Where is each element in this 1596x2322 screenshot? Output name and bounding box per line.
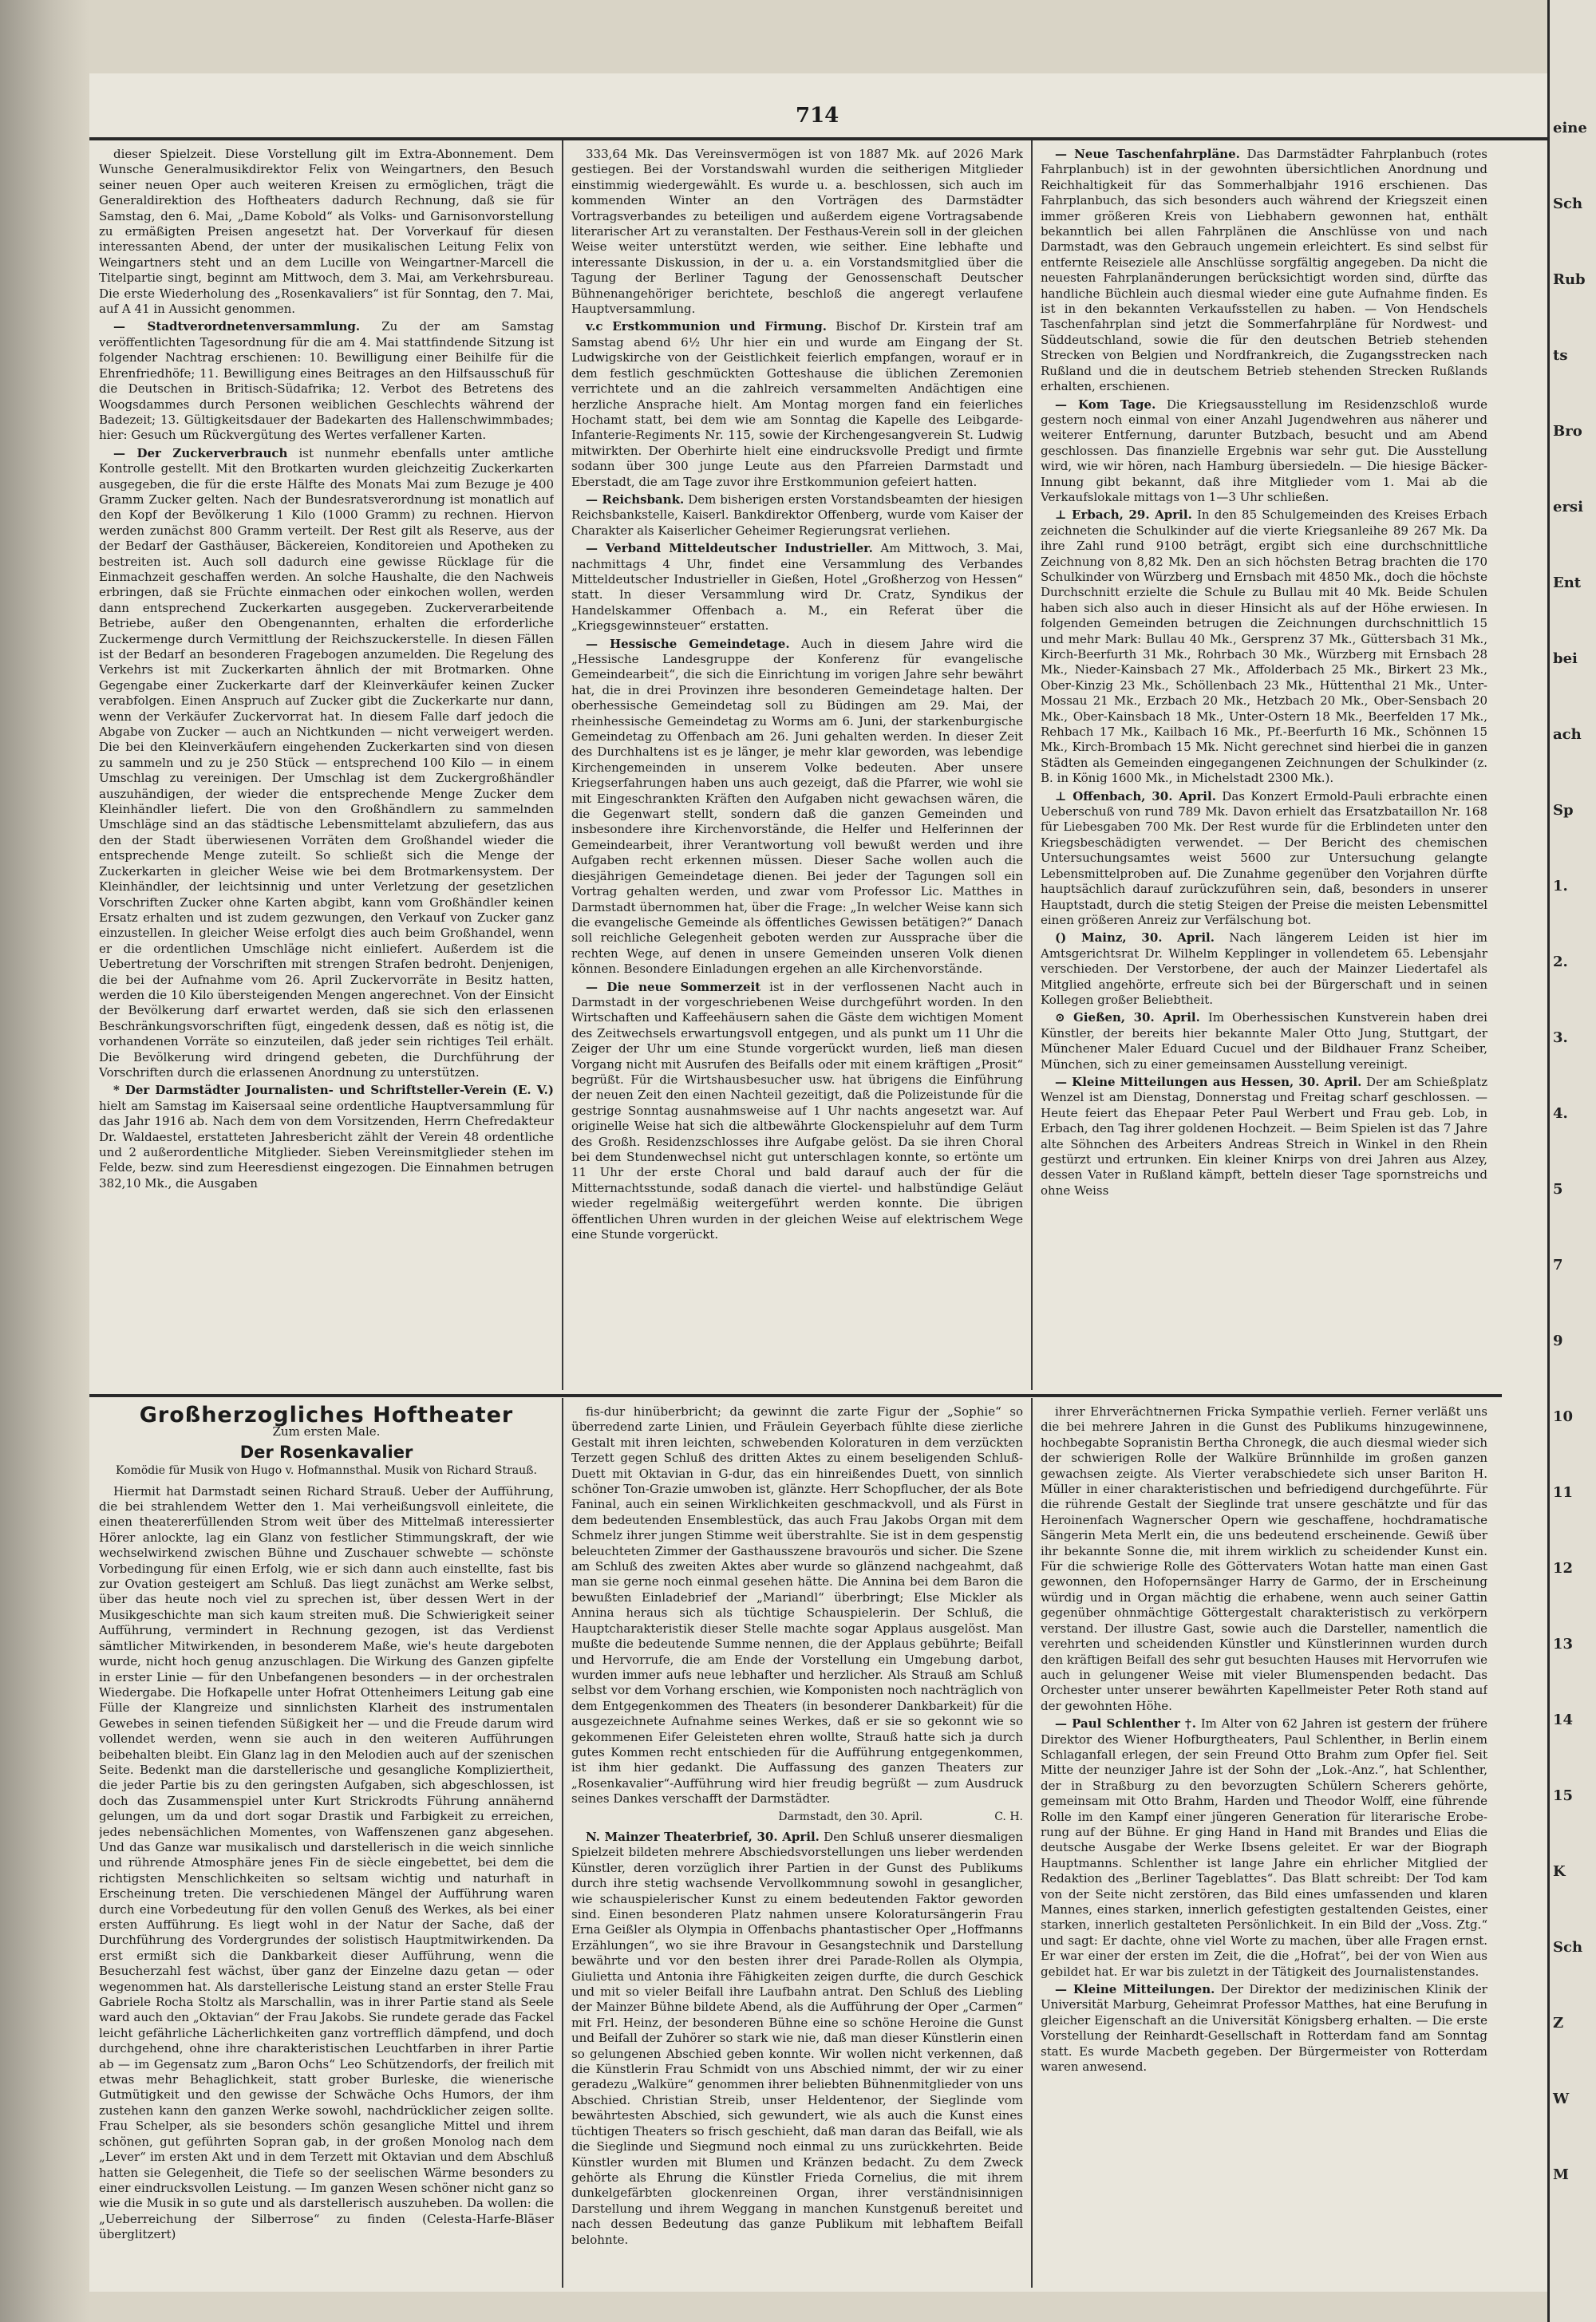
adjacent-page-strip [1547,0,1596,2322]
adjacent-page-fragment: 14 [1553,1712,1574,1728]
adjacent-page-fragment: 15 [1553,1787,1574,1804]
article-body: Den Schluß unserer diesmaligen Spielzeit bildeten mehrere Abschiedsvorstellungen uns lieber werdenden Künstler, deren vorzüglich ihrer Partien in der Gunst des Publikums durch ihre stetig wachsende Vervollkommnung sowohl in gesanglicher, wie schauspielerischer Kunst zu einem bedeutenden Faktor geworden sind. Einen besonderen Platz nahmen unsere Koloratursängerin Frau Erna Geißler als Olympia in Offenbachs phantastischer Oper „Hoffmanns Erzählungen“, wo sie ihre Bravour in Gesangstechnik und Darstellung bewährte und vor den besten ihrer drei Parade-Rollen als Olympia, Giulietta und Antonia ihre Fähigkeiten zeigen durfte, die durch Geschick und mit so vieler Beifall ihre Laufbahn antrat. Den Schluß des Liebling der Mainzer Bühne bildete Abend, als die Aufführung der Oper „Carmen“ mit Frl. Heinz, der besonderen Bühne eine so schöne Heroine die Gunst und Beifall der Zuhörer so stark wie nie, daß man dieser Künstlerin einen so gelungenen Abschied geben konnte. Wir wollen nicht verkennen, daß die Künstlerin Frau Schmidt von uns Abschied nimmt, der wir zu einer geradezu „Walküre“ genommen ihrer beliebten Bühnenmitglieder von uns Abschied. Christian Streib, unser Heldentenor, der Sieglinde vom bewährtesten Abschied, sich gewundert, wie als auch die Kunst eines tüchtigen Theaters so frisch geschieht, daß man daran das Beifall, wie als die Sieglinde und Siegmund noch einmal zu uns zurückkehrten. Beide Künstler wurden mit Blumen und Kränzen bedacht. Zu dem Zweck gehörte als Ehrung die Künstler Frieda Cornelius, die mit ihrem dunkelgefärbten glockenreinen Organ, ihrer verständnisinnigen Darstellung und ihrem Weggang in manchen Kunstgenuß bereitet und nach dessen Bedeutung das ganze Publikum mit lebhaftem Beifall belohnte. [571,1829,1023,2247]
article-paragraph [1041,1716,1487,1980]
review-signature: Darmstadt, den 30. April. C. H. [778,1810,1023,1823]
article-body: 333,64 Mk. Das Vereinsvermögen ist von 1887 Mk. auf 2026 Mark gestiegen. Bei der Vorstandswahl wurden die seitherigen Mitglieder einstimmig wiedergewählt. Es wurde u. a. beschlossen, sich auch im kommenden Winter an den Vorträgen des Darmstädter Vortragsverbandes zu beteiligen und außerdem eigene Vortragsabende literarischer Art zu veranstalten. Der Festhaus-Verein soll in der gleichen Weise weiter unterstützt werden, wie seither. Eine lebhafte und interessante Diskussion, in der u. a. ein Vorstandsmitglied über die Tagung der Berliner Tagung der Genossenschaft Deutscher Bühnenangehöriger berichtete, beschloß die angeregt verlaufene Hauptversammlung. [571,147,1023,317]
article-paragraph [571,1404,1023,1807]
article-paragraph [99,319,554,443]
column-2 [571,147,1023,1384]
article-paragraph [1041,1075,1487,1199]
article-body: Bischof Dr. Kirstein traf am Samstag abend 6½ Uhr hier ein und wurde am Eingang der St. Ludwigskirche von der Geistlichkeit feierlich empfangen, worauf er in dem festlich geschmückten Gotteshause die üblichen Zeremonien verrichtete und an die zahlreich versammelten Andächtigen eine herzliche Ansprache hielt. Am Montag morgen fand ein feierliches Hochamt statt, bei dem wie am Sonntag die Kapelle des Leibgarde-Infanterie-Regiments Nr. 115, sowie der Kirchengesangverein St. Ludwig mitwirkten. Der Oberhirte hielt eine eindrucksvolle Predigt und firmte sodann über 300 junge Leute aus den Pfarreien Darmstadt und Eberstadt, die am Tage zuvor ihre Erstkommunion gefeiert hatten. [571,319,1023,489]
article-headline: — Neue Taschenfahrpläne. [1055,147,1240,161]
article-body: Nach längerem Leiden ist hier im Amtsgerichtsrat Dr. Wilhelm Kepplinger in vollendetem 65. Lebensjahr verschieden. Der Verstorbene, der auch der Mainzer Liedertafel als Mitglied angehörte, erfreute sich bei der Bürgerschaft und in seinen Kollegen großer Beliebtheit. [1041,930,1487,1007]
article-paragraph [99,1484,554,2243]
newspaper-page [89,73,1550,2292]
column-1 [99,147,554,1384]
article-paragraph [571,319,1023,489]
column-4 [99,1404,554,2286]
adjacent-page-fragment: 4. [1553,1105,1568,1122]
adjacent-page-fragment: ersi [1553,499,1583,515]
article-body: fis-dur hinüberbricht; da gewinnt die zarte Figur der „Sophie“ so überredend zarte Linien, und Fräulein Geyerbach fühlte diese zierliche Gestalt mit ihren leichten, schwebenden Koloraturen in dem verzückten Terzett gegen Schluß des dritten Aktes zu einem beseligenden Schluß-Duett mit Oktavian in G-dur, das ein hinreißendes Duett, von sinnlich schöner Ton-Grazie umwoben ist, glänzte. Herr Schopflucher, der als Bote Faninal, auch ein seinen Wirklichkeiten geschmackvoll, und als Fürst in dem bedeutenden Ensemblestück, das auch Frau Jakobs Organ mit dem Schmelz ihrer jungen Stimme weit überstrahlte. Sie ist in dem gespenstig beleuchteten Zimmer der Gasthausszene bravourös und sicher. Die Szene am Schluß des zweiten Aktes aber wurde so glänzend nachgeahmt, daß man sie gerne noch einmal gesehen hätte. Die Annina bei dem Baron die bewußten Einladebrief der „Mariandl“ überbringt; Else Mickler als Annina heraus sich als tüchtige Schauspielerin. Der Schluß, die Hauptcharakteristik dieser Stelle machte sogar Applaus ausgelöst. Man mußte die bedeutende Summe nennen, die der Applaus gebührte; Beifall und Hervorrufe, die am Ende der Vorstellung ein Umgebung darbot, wurden immer aufs neue lebhafter und herzlicher. Als Strauß am Schluß selbst vor dem Vorhang erschien, wie Komponisten noch nachträglich von dem Entgegenkommen des Theaters (in besonderer Dankbarkeit) für die ausgezeichnete Aufnahme seines Werkes, daß er sie so gekonnt wie so gekommenen Eifer Geleisteten ehren wollte, Strauß hatte sich ja durch gutes Kommen recht entschieden für die Aufführung entgegenkommen, ist ihm hier gedankt. Die Auffassung des ganzen Theaters zur „Rosenkavalier“-Aufführung wird hier freudig begrüßt — zum Ausdruck seines Dankes verschafft der Darmstädter. [571,1404,1023,1807]
article-headline: ⊥ Erbach, 29. April. [1055,507,1192,523]
adjacent-page-fragment: K [1553,1863,1566,1880]
adjacent-page-fragment: 11 [1553,1484,1574,1501]
adjacent-page-fragment: W [1553,2091,1570,2107]
article-body: Das Konzert Ermold-Pauli erbrachte einen Ueberschuß von rund 789 Mk. Davon erhielt das Ersatzbataillon Nr. 168 für Liebesgaben 700 Mk. Der Rest wurde für die Erblindeten unter den Kriegsbeschädigten verwendet. — Der Bericht des chemischen Untersuchungsamtes weist 5600 zur Untersuchung gelangte Lebensmittelproben auf. Die Zunahme gegenüber den Vorjahren dürfte hauptsächlich darauf zurückzuführen sein, daß, besonders in unserer Hauptstadt, durch die stetig Steigen der Preise die meisten Lebensmittel einen größeren Anreiz zur Verfälschung bot. [1041,788,1487,927]
article-headline: — Stadtverordnetenversammlung. [113,319,361,334]
article-body: Am Mittwoch, 3. Mai, nachmittags 4 Uhr, findet eine Versammlung des Verbandes Mitteldeutscher Industrieller in Gießen, Hotel „Großherzog von Hessen“ statt. In dieser Versammlung wird Dr. Cratz, Syndikus der Handelskammer Offenbach a. M., ein Referat über die „Kriegsgewinnsteuer“ erstatten. [571,541,1023,634]
article-body: Hiermit hat Darmstadt seinen Richard Strauß. Ueber der Aufführung, die bei strahlendem Wetter den 1. Mai verheißungsvoll einleitete, die einen theatererfüllenden Strom weit über des Mittelmaß interessierter Hörer anlockte, lag ein Glanz von festlicher Stimmungskraft, der wie wechselwirkend zwischen Bühne und Zuschauer schwebte — schönste Vorbedingung für einen Erfolg, wie er sich dann auch einstellte, fast bis zur Ovation gesteigert am Schluß. Das liegt zunächst am Werke selbst, über das heute noch viel zu sprechen ist, über dessen Wert in der Musikgeschichte man sich kaum streiten muß. Die Schwierigkeit seiner Aufführung, vermindert in Rechnung gezogen, ist das Verdienst sämtlicher Mitwirkenden, in besonderem Maße, wie's heute dargeboten wurde, nicht hoch genug anzuschlagen. Die Wirkung des Ganzen gipfelte in erster Linie — für den Unbefangenen besonders — in der orchestralen Wiedergabe. Die Hofkapelle unter Hofrat Ottenheimers Leitung gab eine Fülle der Klangreize und sinnlichsten Klarheit des instrumentalen Gewebes in seinen tiefenden Süßigkeit her — und die Freude darum wird vollendet werden, wenn sie auch in den weiteren Aufführungen beibehalten bleibt. Ein Glanz lag in den Melodien auch auf der szenischen Seite. Bedenkt man die darstellerische und gesangliche Kompliziertheit, die jeder Partie bis zu den geringsten Aufgaben, sich abgeschlossen, ist doch das Zusammenspiel unter Kurt Strickrodts Führung annähernd gelungen, um da und dort sogar Drastik und Farbigkeit zu erreichen, jedes nebensächlichen Momentes, von Waffenszenen ganz abgesehen. Und das Ganze war musikalisch und darstellerisch in die weich sinnliche und rührende Atmosphäre jenes Fin de siècle eingebettet, bei dem die richtigsten Menschlichkeiten so seltsam wichtig und naturhaft in Erscheinung treten. Die verschiedenen Mängel der Aufführung waren durch eine Vorbedeutung für den vollen Genuß des Werkes, als bei einer ersten Aufführung. Es liegt wohl in der Natur der Sache, daß der Durchführung des Vordergrundes der solistisch Hauptmitwirkenden. Da erst ermißt sich die Dankbarkeit dieser Aufführung, wenn die Besucherzahl fest wächst, über ganz der Einzelne dazu getan — oder wegenommen hat. Als darstellerische Leistung stand an erster Stelle Frau Gabriele Rocha Stoltz als Marschallin, was in ihrer Partie stand als Seele ward auch den „Oktavian“ der Frau Jakobs. Sie rundete gerade das Fackel leicht gefährliche Lächerlichkeiten ganz vortrefflich dämpfend, und doch durchgehend, ohne ihre charakteristischen Leuchtfarben in ihrer Partie ab — im Gegensatz zum „Baron Ochs“ Leo Schützendorfs, der freilich mit etwas mehr Behaglichkeit, statt grober Burleske, die wienerische Gutmütigkeit und den gewisse der Schwäche Ochs Humors, der ihm zustehen kann den ganzen Werke sowohl, nachdrücklicher zeigen sollte. Frau Schelper, als sie besonders schön gesangliche Mittel und ihrem schönen, gut geführten Sopran gab, in der großen Monolog nach dem „Lever“ im ersten Akt und in dem Terzett mit Oktavian und dem Abschluß hatten sie Gelegenheit, die Tiefe so der seelischen Wärme besonders zu einer eindrucksvollen Leistung. — Im ganzen Wesen schöner nicht ganz so wie die Musik in so gute und als darstellerisch auszuheben. Da wollen: die „Ueberreichung der Silberrose“ zu finden (Celesta-Harfe-Bläser überglitzert) [99,1483,554,2242]
adjacent-page-fragment: ach [1553,726,1582,743]
adjacent-page-fragment: 9 [1553,1333,1563,1349]
article-body: dieser Spielzeit. Diese Vorstellung gilt im Extra-Abonnement. Dem Wunsche Generalmusikdirektor Felix von Weingartners, den Besuch seiner neuen Oper auch weiteren Kreisen zu ermöglichen, trägt die Generaldirektion des Hoftheaters dadurch Rechnung, daß sie für Samstag, den 6. Mai, „Dame Kobold“ als Volks- und Garnisonvorstellung zu ermäßigten Preisen angesetzt hat. Der Vorverkauf für diesen interessanten Abend, der unter der musikalischen Leitung Felix von Weingartners steht und an dem Lucille von Weingartner-Marcell die Titelpartie singt, beginnt am Mittwoch, dem 3. Mai, am Verkehrsbureau. Die erste Wiederholung des „Rosenkavaliers“ ist für Sonntag, den 7. Mai, auf A 41 in Aussicht genommen. [99,147,554,317]
top-rule [89,137,1550,140]
article-body: ist in der verflossenen Nacht auch in Darmstadt in der vorgeschriebenen Weise durchgeführt worden. In den Wirtschaften und Kaffeehäusern sahen die Gäste dem wichtigen Moment des Zeitwechsels erwartungsvoll entgegen, und als punkt um 11 Uhr die Zeiger der Uhr um eine Stunde vorgerückt wurden, ließ man diesen Vorgang nicht mit Ausrufen des Beifalls oder mit einem kräftigen „Prosit“ begrüßt. Für die Wirtshausbesucher usw. hat übrigens die Einführung der neuen Zeit den einen Nachteil gezeitigt, daß die Polizeistunde für die gestrige Sonntag ausnahmsweise auf 1 Uhr nachts angesetzt war. Auf originelle Weise hat sich die altbewährte Glockenspieluhr auf dem Turm des Großh. Residenzschlosses ihre Aufgabe gelöst. Da sie ihren Choral bei dem Stundenwechsel nicht gut unterschlagen konnte, so ertönte um 11 Uhr der erste Choral und bald darauf auch der für die Mitternachtsstunde, sodaß danach die viertel- und halbstündige Geläut wieder regelmäßig weitergeführt werden konnte. Die übrigen öffentlichen Uhren wurden in der gleichen Weise auf elektrischem Wege eine Stunde vorgerückt. [571,979,1023,1242]
adjacent-page-fragment: eine [1553,120,1587,136]
adjacent-page-fragment: 2. [1553,954,1568,970]
adjacent-page-fragment: Rub [1553,271,1586,288]
page-number: 714 [796,104,839,128]
article-paragraph [1041,507,1487,786]
adjacent-page-fragment: Bro [1553,423,1582,440]
article-paragraph [1041,1982,1487,2075]
article-headline: ⊥ Offenbach, 30. April. [1055,788,1216,804]
article-paragraph [1041,147,1487,395]
adjacent-page-fragment: 12 [1553,1560,1574,1577]
adjacent-page-fragment: Sp [1553,802,1574,819]
column-3 [1041,147,1487,1384]
theater-subtitle: Zum ersten Male. [272,1424,381,1439]
article-headline: N. Mainzer Theaterbrief, 30. April. [586,1829,820,1844]
article-body: Der Direktor der medizinischen Klinik der Universität Marburg, Geheimrat Professor Matthes, hat eine Berufung in gleicher Eigenschaft an die Universität Königsberg erhalten. — Die erste Vorstellung der Reinhardt-Gesellschaft in Rotterdam fand am Sonntag statt. Es wurde Macbeth gegeben. Der Bürgermeister von Rotterdam waren anwesend. [1041,1982,1487,2075]
article-headline: — Paul Schlenther †. [1055,1716,1197,1732]
article-headline: * Der Darmstädter Journalisten- und Schriftsteller-Verein (E. V.) [113,1083,554,1098]
adjacent-page-fragment: bei [1553,650,1578,667]
adjacent-page-fragment: 3. [1553,1029,1568,1046]
adjacent-page-fragment: Sch [1553,1939,1583,1956]
opera-byline: Komödie für Musik von Hugo v. Hofmannsthal. Musik von Richard Strauß. [116,1464,537,1478]
article-paragraph [1041,930,1487,1008]
article-paragraph [99,1083,554,1191]
article-headline: — Der Zuckerverbrauch [113,445,288,460]
adjacent-page-fragment: 13 [1553,1636,1574,1653]
article-paragraph [99,446,554,1081]
adjacent-page-fragment: 1. [1553,878,1568,894]
page-binding-shadow [0,0,89,2322]
article-headline: — Reichsbank. [586,492,685,507]
article-paragraph [571,1830,1023,2248]
article-body: In den 85 Schulgemeinden des Kreises Erbach zeichneten die Schulkinder auf die vierte Kriegsanleihe 89 267 Mk. Da ihre Zahl rund 9100 beträgt, ergibt sich eine durchschnittliche Zeichnung von 8,82 Mk. Den an sich höchsten Betrag brachten die 170 Schulkinder von Würzberg und Ernsbach mit 4850 Mk., doch die höchste Durchschnitt erzielte die Schule zu Bullau mit 40 Mk. Beide Schulen haben sich also auch in dieser Hinsicht als auf der Höhe erwiesen. In folgenden Gemeinden betrugen die Zeichnungen durchschnittlich 15 und mehr Mark: Bullau 40 Mk., Gersprenz 37 Mk., Güttersbach 31 Mk., Kirch-Beerfurth 31 Mk., Rohrbach 30 Mk., Würzberg mit Ernsbach 28 Mk., Nieder-Kainsbach 27 Mk., Affolderbach 25 Mk., Birkert 23 Mk., Ober-Kinzig 23 Mk., Schöllenbach 23 Mk., Hüttenthal 21 Mk., Unter-Mossau 21 Mk., Erzbach 20 Mk., Hetzbach 20 Mk., Ober-Sensbach 20 Mk., Ober-Kainsbach 18 Mk., Unter-Ostern 18 Mk., Beerfelden 17 Mk., Rehbach 17 Mk., Kailbach 16 Mk., Pf.-Beerfurth 16 Mk., Schönnen 15 Mk., Kirch-Brombach 15 Mk. Nicht gerechnet sind hierbei die in ganzen Städten als Gemeinden eingegangenen Zeichnungen der Schulkinder (z. B. in König 1600 Mk., in Michelstadt 2300 Mk.). [1041,507,1487,786]
article-headline: — Hessische Gemeindetage. [586,636,790,651]
article-body: hielt am Samstag im Kaisersaal seine ordentliche Hauptversammlung für das Jahr 1916 ab. Nach dem von dem Vorsitzenden, Herrn Chefredakteur Dr. Waldaestel, erstatteten Jahresbericht zählt der Verein 48 ordentliche und 2 außerordentliche Mitglieder. Sieben Vereinsmitglieder stehen im Felde, bezw. sind zum Heeresdienst eingezogen. Die Einnahmen betrugen 382,10 Mk., die Ausgaben [99,1098,554,1191]
article-body: Im Oberhessischen Kunstverein haben drei Künstler, der bereits hier bekannte Maler Otto Jung, Stuttgart, der Münchener Maler Eduard Cucuel und der Bildhauer Franz Scheiber, München, sich zu einer gemeinsamen Ausstellung vereinigt. [1041,1010,1487,1072]
adjacent-page-fragment: 7 [1553,1257,1563,1274]
column-6 [1041,1404,1487,2286]
column-rule-1 [562,140,563,1390]
adjacent-page-fragment: Ent [1553,575,1582,591]
article-paragraph [571,541,1023,634]
article-headline: — Kleine Mitteilungen. [1055,1982,1215,1997]
article-body: Die Kriegsausstellung im Residenzschloß wurde gestern noch einmal von einer Anzahl Jugendwehren aus näherer und weiterer Entfernung, darunter Butzbach, besucht und am Abend geschlossen. Das finanzielle Ergebnis war sehr gut. Die Ausstellung wird, wie wir hören, nach Hamburg übersiedeln. — Die hiesige Bäcker-Innung gibt bekannt, daß ihre Mitglieder vom 1. Mai ab die Verkaufslokale mittags von 1—3 Uhr schließen. [1041,397,1487,504]
adjacent-page-fragment: 5 [1553,1181,1563,1198]
column-rule-5 [1031,1398,1033,2288]
article-paragraph [571,492,1023,539]
adjacent-page-fragment: Z [1553,2015,1564,2032]
article-headline: — Kleine Mitteilungen aus Hessen, 30. April. [1055,1074,1362,1089]
article-paragraph [571,147,1023,317]
article-body: Der am Schießplatz Wenzel ist am Dienstag, Donnerstag und Freitag scharf geschlossen. — Heute feiert das Ehepaar Peter Paul Werbert und Frau geb. Lob, in Erbach, den Tag ihrer goldenen Hochzeit. — Beim Spielen ist das 7 Jahre alte Söhnchen des Arbeiters Andreas Streich in Winkel in den Rhein gestürzt und ertrunken. Ein kleiner Knirps von drei Jahren aus Alzey, dessen Vater in Rußland kämpft, betteln dieser Tage spornstreichs und ohne Weiss [1041,1074,1487,1198]
article-headline: — Kom Tage. [1055,397,1156,412]
article-headline: ⊙ Gießen, 30. April. [1055,1010,1200,1025]
article-paragraph [1041,397,1487,506]
article-body: Im Alter von 62 Jahren ist gestern der frühere Direktor des Wiener Hofburgtheaters, Paul Schlenther, in Berlin einem Schlaganfall erlegen, der sein Freund Otto Brahm zum Opfer fiel. Seit Mitte der neunziger Jahre ist der Sohn der „Lok.-Anz.“, hat Schlenther, der in Straßburg zu den bevorzugten Schülern Scherers gehörte, gemeinsam mit Otto Brahm, Harden und Theodor Wolff, eine führende Rolle im den Kampf einer jüngeren Generation für literarische Erobe-rung auf der Bühne. Er ging Hand in Hand mit Brandes und Elias die deutsche Ausgabe der Werke Ibsens geleitet. Er war der Biograph Hauptmanns. Schlenther ist lange Jahre ein ehrlicher Mitglied der Redaktion des „Berliner Tageblattes“. Das Blatt schreibt: Der Tod kam von der Seite nicht zerstören, das Bild eines umfassenden und klaren Mannes, eines starken, innerlich gefestigten gestaltenden Geistes, einer starken, innerlich gestalteten Persönlichkeit. In ein Bild der „Voss. Ztg.“ und sagt: Er dachte, ohne viel Worte zu machen, über alle Fragen ernst. Er war einer der ersten im Zeit, die die „Hofrat“, bei der von Wien aus gebildet hat. Er war bis zuletzt in der Tätigkeit des Journalistenstandes. [1041,1716,1487,1979]
article-paragraph [571,980,1023,1243]
article-paragraph [1041,1010,1487,1072]
article-paragraph [1041,1404,1487,1714]
adjacent-page-fragment: ts [1553,347,1568,364]
article-headline: () Mainz, 30. April. [1055,930,1215,946]
article-headline: — Verband Mitteldeutscher Industrieller. [586,541,873,556]
article-body: Das Darmstädter Fahrplanbuch (rotes Fahrplanbuch) ist in der gewohnten übersichtlichen Anordnung und Reichhaltigkeit für das Sommerhalbjahr 1916 erschienen. Das Fahrplanbuch, das sich besonders auch während der Kriegszeit einen immer größeren Kreis von Liebhabern gewonnen hat, enthält bekanntlich bei allen Fahrplänen die Anschlüsse von und nach Darmstadt, was den Gebrauch ungemein erleichtert. Es sind selbst für entfernte Reiseziele alle Anschlüsse sorgfältig angegeben. Da nicht die neuesten Fahrplanänderungen berücksichtigt worden sind, dürfte das handliche Büchlein auch diesmal wieder eine gute Aufnahme finden. Es ist in den bekannten Verkaufsstellen zu haben. — Von Hendschels Taschenfahrplan sind jetzt die Sommerfahrpläne für Nordwest- und Süddeutschland, sowie die für den deutschen Betrieb stehenden Strecken von Belgien und Nordfrankreich, die Zugangsstrecken nach Rußland und die in deutschem Betrieb stehenden Strecken Rußlands erhalten, erschienen. [1041,147,1487,394]
theater-title: Großherzogliches Hoftheater [139,1404,514,1428]
adjacent-page-fragment: M [1553,2166,1569,2183]
opera-title: Der Rosenkavalier [239,1442,413,1462]
article-body: Zu der am Samstag veröffentlichten Tagesordnung für die am 4. Mai stattfindende Sitzung ist folgender Nachtrag erschienen: 10. Bewilligung einer Beihilfe für die Ehrenfriedhöfe; 11. Bewilligung eines Beitrages an den Hilfsausschuß für die Deutschen in Britisch-Südafrika; 12. Verbot des Betretens des Woogsdammes durch Personen weiblichen Geschlechts während der Badezeit; 13. Gültigkeitsdauer der Badekarten des Hallenschwimmbades; hier: Gesuch um Rückvergütung des Wertes verfallener Karten. [99,319,554,443]
column-5 [571,1404,1023,2286]
column-rule-2 [1031,140,1033,1390]
adjacent-page-fragment: 10 [1553,1408,1574,1425]
article-paragraph [1041,789,1487,929]
article-paragraph [99,147,554,317]
article-body: Dem bisherigen ersten Vorstandsbeamten der hiesigen Reichsbankstelle, Kaiserl. Bankdirektor Offenberg, wurde vom Kaiser der Charakter als Kaiserlicher Geheimer Regierungsrat verliehen. [571,492,1023,538]
article-headline: — Die neue Sommerzeit [586,979,761,994]
column-rule-4 [562,1398,563,2288]
article-paragraph [571,637,1023,977]
article-body: ist nunmehr ebenfalls unter amtliche Kontrolle gestellt. Mit den Brotkarten wurden gleichzeitig Zuckerkarten ausgegeben, die für die erste Hälfte des Monats Mai zum Bezuge je 400 Gramm Zucker gelten. Nach der Bundesratsverordnung ist monatlich auf den Kopf der Bevölkerung 1 Kilo (1000 Gramm) zu rechnen. Hiervon werden zunächst 800 Gramm verteilt. Der Rest gilt als Reserve, aus der der Bedarf der Gasthäuser, Bäckereien, Konditoreien und Apotheken zu bestreiten ist. Auch soll dadurch eine gewisse Rücklage für die Einmachzeit geschaffen werden. An solche Haushalte, die den Nachweis erbringen, daß sie Früchte einmachen oder einkochen wollen, werden dann entsprechend Zuckerkarten ausgegeben. Zuckerverarbeitende Betriebe, außer den Obengenannten, erhalten die erforderliche Zuckermenge durch Vermittlung der Reichszuckerstelle. In diesen Fällen ist der Bedarf an besonderen Fragebogen anzumelden. Die Regelung des Verkehrs ist mit Zuckerkarten ähnlich der mit Brotmarken. Ohne Gegengabe einer Zuckerkarte darf der Kleinverkäufer keinen Zucker verabfolgen. Einen Anspruch auf Zucker gibt die Zuckerkarte nur dann, wenn der Verkäufer Zuckervorrat hat. In diesem Falle darf jedoch die Abgabe von Zucker — auch an Nichtkunden — nicht verweigert werden. Die bei den Kleinverkäufern eingehenden Zuckerkarten sind von diesen zu sammeln und zu je 250 Stück — entsprechend 100 Kilo — in einem Umschlag zu vereinigen. Der Umschlag ist dem Zuckergroßhändler auszuhändigen, der wieder die entsprechende Menge Zucker dem Kleinhändler liefert. Die von den Großhändlern zu sammelnden Umschläge sind an das städtische Lebensmittelamt abzuliefern, das aus den der Stadt überwiesenen Vorräten dem Großhandel wieder die entsprechende Menge zuteilt. So schließt sich die Menge der Zuckerkarten in gleicher Weise wie bei dem Brotmarkensystem. Der Kleinhändler, der leichtsinnig und unter Verletzung der gesetzlichen Vorschriften Zucker ohne Karten abgibt, kann vom Großhändler keinen Ersatz erhalten und ist zudem gezwungen, den Verkauf von Zucker ganz einzustellen. In gleicher Weise erfolgt dies auch beim Großhandel, wenn er die ordentlichen Umschläge nicht einliefert. Außerdem ist die Uebertretung der Vorschriften mit strengen Strafen bedroht. Denjenigen, die bei der Aufnahme vom 26. April Zuckervorräte in Besitz hatten, werden die 10 Kilo übersteigenden Mengen angerechnet. Von der Einsicht der Bevölkerung darf erwartet werden, daß sie sich den erlassenen Beschränkungsvorschriften fügt, eingedenk dessen, daß es nötig ist, die vorhandenen Vorräte so einzuteilen, daß jeder sein richtiges Teil erhält. Die Bevölkerung wird dringend gebeten, die Durchführung der Vorschriften durch die erlassenen Anordnung zu unterstützen. [99,445,554,1080]
adjacent-page-fragment: Sch [1553,195,1583,212]
article-headline: v.c Erstkommunion und Firmung. [586,319,827,334]
section-rule [89,1394,1502,1397]
article-body: Auch in diesem Jahre wird die „Hessische Landesgruppe der Konferenz für evangelische Gemeindearbeit“, die sich die Einrichtung im vorigen Jahre sehr bewährt hat, die in drei Provinzen ihre besonderen Gemeindetage halten. Der oberhessische Gemeindetag soll zu Büdingen am 29. Mai, der rheinhessische Gemeindetag zu Worms am 6. Juni, der starkenburgische Gemeindetag zu Offenbach am 26. Juni gehalten werden. In dieser Zeit des Durchhaltens ist es je länger, je mehr klar geworden, was lebendige Kirchengemeinden in unserem Volke bedeuten. Aber unsere Kriegserfahrungen haben uns auch gezeigt, daß die Pfarrer, wie wohl sie mit Eingeschrankten Kräften den Aufgaben nicht gewachsen wären, die die Gegenwart stellt, sondern daß die ganzen Gemeinden und insbesondere ihre Kirchenvorstände, die Helfer und Helferinnen der Gemeindearbeit, ihrer Verantwortung voll bewußt werden und ihre Aufgaben recht erkennen müssen. Dieser Sache wollen auch die diesjährigen Gemeindetage dienen. Bei jeder der Tagungen soll ein Vortrag gehalten werden, und zwar vom Professor Lic. Matthes in Darmstadt übernommen hat, über die Frage: „In welcher Weise kann sich die evangelische Gemeinde als öffentliches Gewissen betätigen?“ Danach soll reichliche Gelegenheit geboten werden zur Aussprache über die rechten Wege, auf denen in unsere Gemeinden unseren Volk dienen können. Besondere Einladungen ergehen an alle Kirchenvorstände. [571,636,1023,977]
article-body: ihrer Ehrverächtnernen Fricka Sympathie verlieh. Ferner verläßt uns die bei mehrere Jahren in die Gunst des Publikums hinzugewinnene, hochbegabte Sopranistin Bertha Chronegk, die auch diesmal wieder sich der schwierigen Rolle der Walküre Brünnhilde im großen ganzen gewachsen zeigte. Als Vierter verabschiedete sich unser Bariton H. Müller in einer charakteristischen und befriedigend durchgeführte. Für die rührende Gestalt der Sieglinde trat unsere geschätzte und für das Heroinenfach Wagnerscher Opern wie geschaffene, hochdramatische Sängerin Meta Merlt ein, die uns bedeutend erscheinende. Gewiß über ihr bekannte Sonne die, mit ihrem wirklich zu scheidender Kunst ein. Für die schwierige Rolle des Göttervaters Wotan hatte man einen Gast gewonnen, den Hofopernsänger Harry de Garmo, der in Erscheinung würdig und in Organ mächtig die erhabene, wenn auch seiner Gattin gegenüber ohnmächtige Göttergestalt charakteristisch zu verkörpern verstand. Der illustre Gast, sowie auch die Darsteller, namentlich die verehrten und scheidenden Künstler und Künstlerinnen wurden durch den kräftigen Beifall des sehr gut besuchten Hauses mit Hervorrufen wie auch in gelungener Weise mit vieler Blumenspenden bedacht. Das Orchester unter unserer bewährten Kapellmeister Peter Roth stand auf der gewohnten Höhe. [1041,1404,1487,1713]
